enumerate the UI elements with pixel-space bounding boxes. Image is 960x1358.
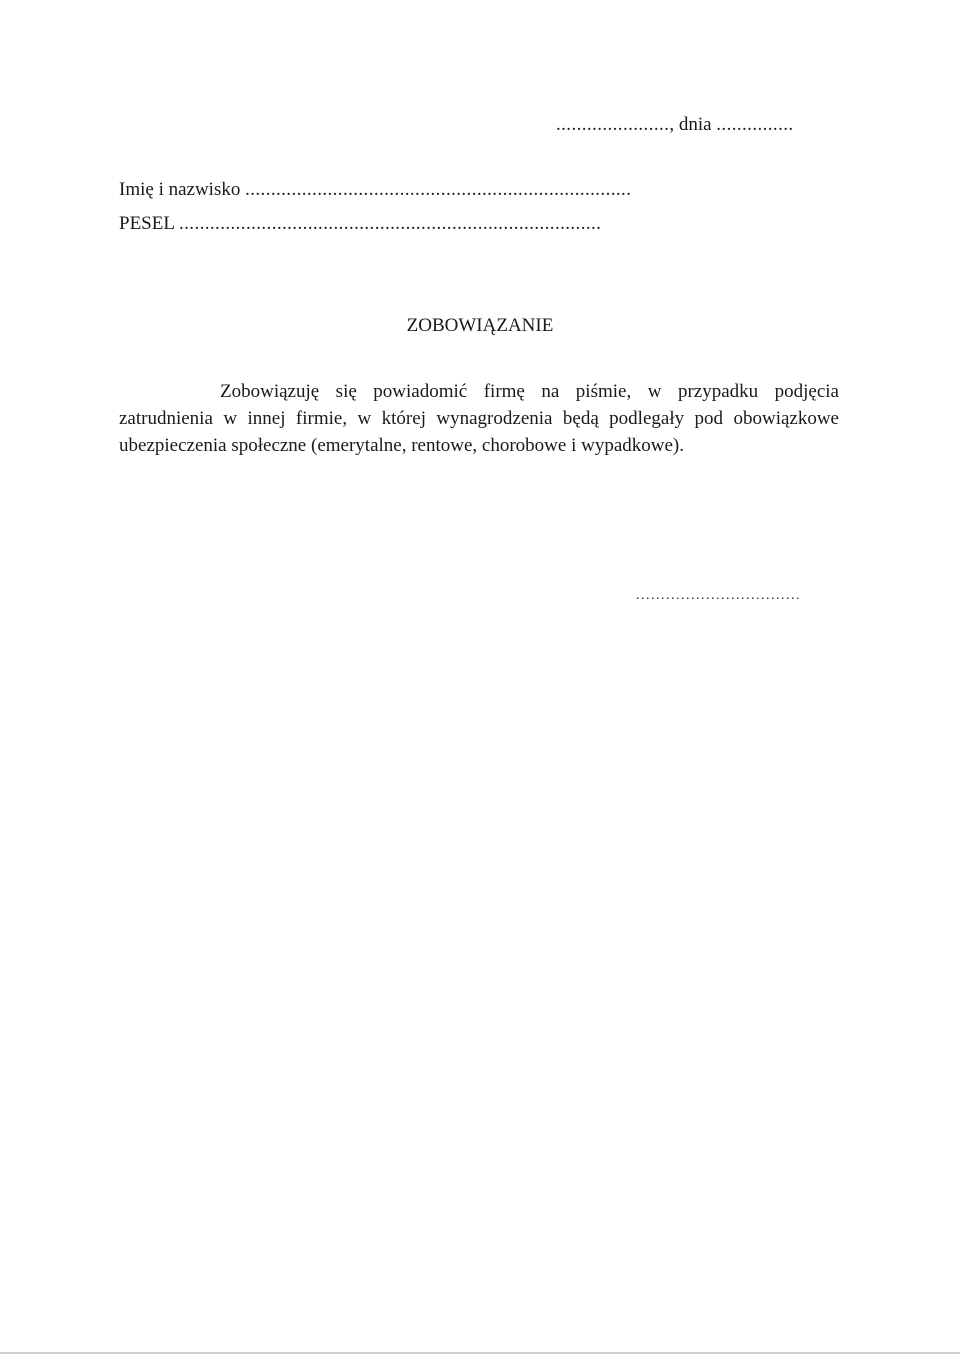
pesel-field-line [119, 213, 601, 235]
name-placeholder: ........................................................................... [245, 179, 632, 200]
date-label: , dnia [669, 114, 717, 135]
pesel-label: PESEL [119, 213, 179, 234]
declaration-text: Zobowiązuję się powiadomić firmę na piśmie, w przypadku podjęcia zatrudnienia w innej firmie, w której wynagrodzenia będą podlegały pod obowiązkowe ubezpieczenia społeczne (emerytalne, rentowe, chorobowe i wypadkowe). [119, 381, 839, 456]
document-title: ZOBOWIĄZANIE [406, 315, 554, 336]
date-placeholder: ............... [716, 114, 794, 135]
place-placeholder: ...................... [556, 114, 670, 135]
name-field-line [119, 179, 631, 201]
name-label: Imię i nazwisko [119, 179, 246, 200]
page-bottom-edge [0, 1352, 960, 1354]
place-date-line [556, 114, 794, 136]
signature-placeholder: ................................. [636, 588, 801, 603]
pesel-placeholder: .................................................................................. [179, 213, 602, 234]
